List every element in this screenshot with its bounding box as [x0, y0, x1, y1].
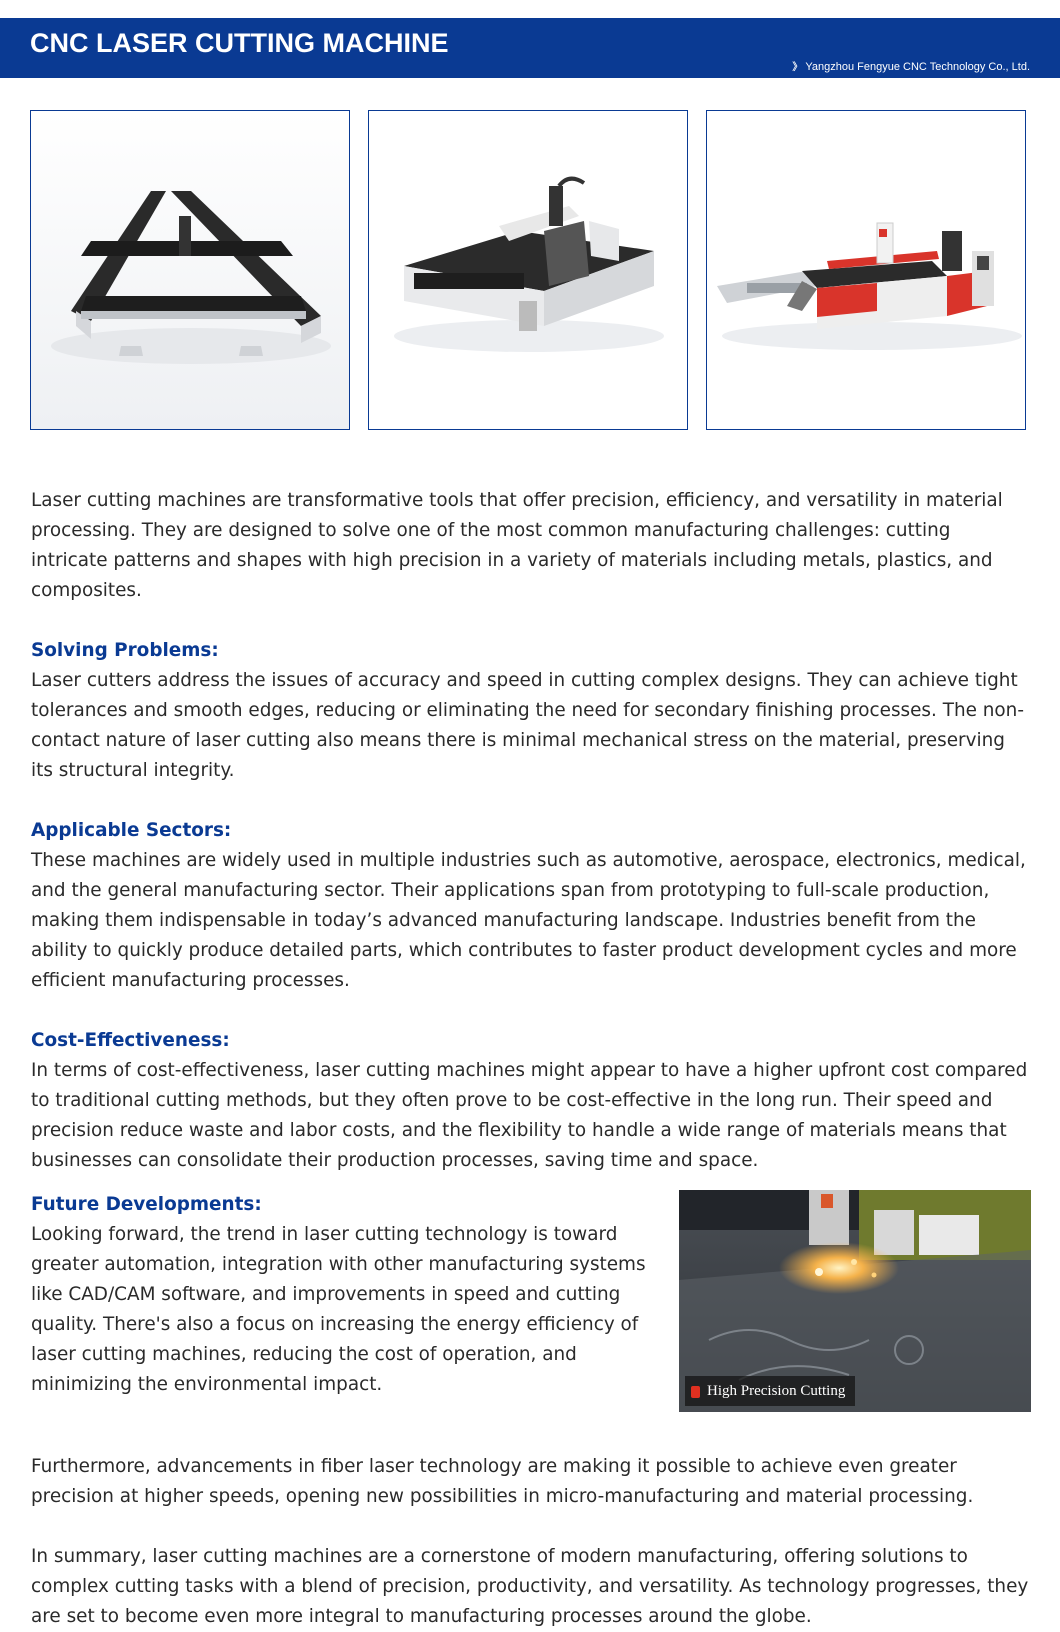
company-label: Yangzhou Fengyue CNC Technology Co., Ltd.: [805, 61, 1030, 73]
product-photo-3: [706, 110, 1026, 430]
header-banner: [0, 18, 1060, 78]
image-caption: [685, 1376, 855, 1406]
enclosed-machine-illustration: [369, 111, 687, 429]
future-developments-body: Looking forward, the trend in laser cutting technology is toward greater automation, integration with other manufacturing systems like CAD/CAM software, and improvements in speed and cutting quality. There's also a focus on increasing the energy efficiency of laser cutting machines, reducing the cost of operation, and minimizing the environmental impact.: [31, 1224, 646, 1395]
image-caption-text: High Precision Cutting: [707, 1383, 846, 1399]
open-frame-machine-illustration: [31, 111, 349, 429]
high-precision-cutting-photo: [679, 1190, 1031, 1412]
solving-problems-heading: Solving Problems:: [31, 640, 219, 661]
product-photo-1: [30, 110, 350, 430]
plate-tube-machine-illustration: [707, 111, 1025, 429]
summary-paragraph: In summary, laser cutting machines are a cornerstone of modern manufacturing, offering solutions to complex cutting tasks with a blend of precision, productivity, and versatility. As technology progresses, they are set to become even more integral to manufacturing processes around the globe.: [31, 1546, 1029, 1627]
applicable-sectors-body: These machines are widely used in multiple industries such as automotive, aerospace, electronics, medical, and the general manufacturing sector. Their applications span from prototyping to full-scale production, making them indispensable in today’s advanced manufacturing landscape. Industries benefit from the ability to quickly produce detailed parts, which contributes to faster product development cycles and more efficient manufacturing processes.: [31, 850, 1026, 991]
furthermore-paragraph: Furthermore, advancements in fiber laser technology are making it possible to achieve even greater precision at higher speeds, opening new possibilities in micro-manufacturing and material processing.: [31, 1456, 974, 1507]
solving-problems-body: Laser cutters address the issues of accuracy and speed in cutting complex designs. They can achieve tight tolerances and smooth edges, reducing or eliminating the need for secondary finishing processes. The non-contact nature of laser cutting also means there is minimal mechanical stress on the material, preserving its structural integrity.: [31, 670, 1024, 781]
product-photo-2: [368, 110, 688, 430]
article-content: [31, 486, 1031, 1632]
chevron-icon: 》: [792, 62, 803, 73]
applicable-sectors-heading: Applicable Sectors:: [31, 820, 232, 841]
future-developments-heading: Future Developments:: [31, 1194, 262, 1215]
record-icon: [691, 1386, 700, 1398]
cost-effectiveness-heading: Cost-Effectiveness:: [31, 1030, 230, 1051]
cost-effectiveness-body: In terms of cost-effectiveness, laser cutting machines might appear to have a higher upfront cost compared to traditional cutting methods, but they often prove to be cost-effective in the long run. Their speed and precision reduce waste and labor costs, and the flexibility to handle a wide range of materials means that businesses can consolidate their production processes, saving time and space.: [31, 1060, 1028, 1171]
page-title: CNC LASER CUTTING MACHINE: [30, 28, 449, 58]
company-name: [792, 58, 1030, 73]
intro-paragraph: Laser cutting machines are transformative tools that offer precision, efficiency, and versatility in material processing. They are designed to solve one of the most common manufacturing challenges: cutting intricate patterns and shapes with high precision in a variety of materials including metals, plastics, and composites.: [31, 490, 1003, 601]
